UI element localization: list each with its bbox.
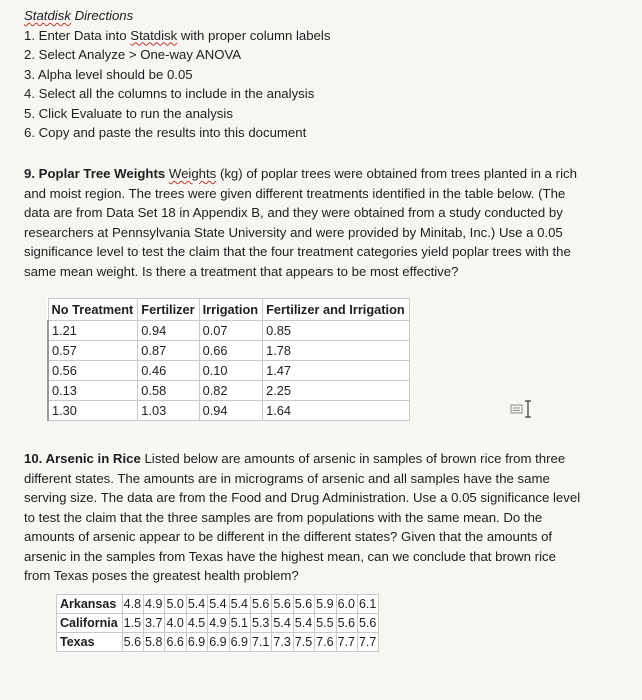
table-cell: 4.9: [208, 614, 229, 633]
table-header-row: [48, 299, 409, 321]
column-header: Fertilizer and Irrigation: [263, 299, 410, 321]
table-cell: 5.5: [315, 614, 336, 633]
table-cell: 4.8: [122, 595, 143, 614]
table-row: [48, 321, 409, 341]
table-cell: 0.94: [199, 401, 262, 421]
row-header: Arkansas: [57, 595, 123, 614]
table-cell: 7.1: [251, 633, 272, 652]
question-9: [24, 164, 629, 281]
table-cell: 1.78: [263, 341, 410, 361]
table-cell: 7.7: [336, 633, 357, 652]
table-cell: 0.56: [48, 361, 138, 381]
table-cell: 5.6: [272, 595, 293, 614]
table-cell: 5.4: [229, 595, 250, 614]
table-cell: 0.66: [199, 341, 262, 361]
table-row: [57, 614, 379, 633]
table-cell: 6.9: [229, 633, 250, 652]
table-cell: 7.3: [272, 633, 293, 652]
column-header: Fertilizer: [138, 299, 199, 321]
question-9-line: researchers at Pennsylvania State University and were provided by Minitab, Inc.) Use a 0.05: [24, 224, 563, 240]
table-cell: 5.3: [251, 614, 272, 633]
table-cell: 5.1: [229, 614, 250, 633]
table-cell: 5.6: [293, 595, 314, 614]
table-cell: 5.9: [315, 595, 336, 614]
table-cell: 1.03: [138, 401, 199, 421]
table-cell: 3.7: [144, 614, 165, 633]
table-row: [57, 633, 379, 652]
question-10-line: from Texas poses the greatest health problem?: [24, 568, 299, 583]
question-9-line: same mean weight. Is there a treatment that appears to be most effective?: [24, 263, 459, 279]
table-cell: 7.7: [357, 633, 378, 652]
table-cell: 1.5: [122, 614, 143, 633]
arsenic-table: [56, 594, 379, 652]
table-cell: 0.87: [138, 341, 199, 361]
table-cell: 0.94: [138, 321, 199, 341]
directions-title: Statdisk Directions: [24, 8, 134, 23]
question-9-line: and moist region. The trees were given different treatments identified in the table below. (The: [24, 185, 566, 201]
table-cell: 7.5: [293, 633, 314, 652]
table-cell: 2.25: [263, 381, 410, 401]
question-9-line: data are from Data Set 18 in Appendix B, and they were obtained from a study conducted by: [24, 205, 563, 220]
table-cell: 5.4: [186, 595, 207, 614]
question-9-title: 9. Poplar Tree Weights: [24, 166, 166, 181]
question-10-line: amounts of arsenic appear to be different in the different states? Given that the amounts of: [24, 529, 553, 544]
table-cell: 0.46: [138, 361, 199, 381]
question-9-line: 9. Poplar Tree Weights Weights (kg) of poplar trees were obtained from trees planted in a rich: [24, 166, 577, 181]
directions-step: 4. Select all the columns to include in the analysis: [24, 86, 315, 101]
table-row: [57, 595, 379, 614]
question-10-line: serving size. The data are from the Food and Drug Administration. Use a 0.05 significance level: [24, 490, 581, 505]
table-cell: 5.6: [357, 614, 378, 633]
question-9-spellcheck-word: Weights: [168, 166, 217, 181]
row-header: Texas: [57, 633, 123, 652]
table-cell: 5.0: [165, 595, 186, 614]
table-cell: 0.57: [48, 341, 138, 361]
table-row: [48, 341, 409, 361]
table-cell: 5.4: [272, 614, 293, 633]
column-header: Irrigation: [199, 299, 262, 321]
table-cell: 5.6: [336, 614, 357, 633]
table-cell: 0.10: [199, 361, 262, 381]
table-cell: 5.8: [144, 633, 165, 652]
question-10-title: 10. Arsenic in Rice: [24, 451, 141, 466]
table-row: [48, 401, 409, 421]
table-cell: 6.9: [186, 633, 207, 652]
directions-step: 1. Enter Data into Statdisk with proper column labels: [24, 27, 331, 43]
table-cell: 6.6: [165, 633, 186, 652]
question-10-line: arsenic in the samples from Texas have the highest mean, can we conclude that brown rice: [24, 548, 556, 564]
text-cursor-insert-icon: [510, 399, 536, 419]
table-cell: 6.0: [336, 595, 357, 614]
question-10-line: 10. Arsenic in Rice Listed below are amounts of arsenic in samples of brown rice from three: [24, 451, 566, 466]
table-cell: 5.6: [122, 633, 143, 652]
table-cell: 5.4: [208, 595, 229, 614]
table-cell: 4.5: [186, 614, 207, 633]
table-cell: 0.07: [199, 321, 262, 341]
table-cell: 0.85: [263, 321, 410, 341]
table-cell: 5.4: [293, 614, 314, 633]
question-10: [24, 449, 629, 586]
directions-step: 2. Select Analyze > One-way ANOVA: [24, 47, 242, 62]
question-10-line: different states. The amounts are in micrograms of arsenic and all samples have the same: [24, 470, 550, 486]
column-header: No Treatment: [48, 299, 138, 321]
table-row: [48, 361, 409, 381]
table-cell: 4.9: [144, 595, 165, 614]
question-9-line: significance level to test the claim that the four treatment categories yield poplar trees with the: [24, 244, 571, 259]
poplar-weights-table: [47, 298, 410, 421]
table-cell: 6.1: [357, 595, 378, 614]
question-10-line: to test the claim that the three samples are from populations with the same mean. Do the: [24, 509, 543, 525]
table-cell: 1.64: [263, 401, 410, 421]
table-cell: 6.9: [208, 633, 229, 652]
row-header: California: [57, 614, 123, 633]
table-cell: 4.0: [165, 614, 186, 633]
directions-step: 5. Click Evaluate to run the analysis: [24, 105, 233, 121]
directions-step: 3. Alpha level should be 0.05: [24, 66, 193, 82]
directions-section: [24, 6, 629, 143]
table-cell: 1.30: [48, 401, 138, 421]
table-cell: 5.6: [251, 595, 272, 614]
table-row: [48, 381, 409, 401]
table-cell: 7.6: [315, 633, 336, 652]
table-cell: 0.58: [138, 381, 199, 401]
table-cell: 0.13: [48, 381, 138, 401]
table-cell: 1.47: [263, 361, 410, 381]
table-cell: 0.82: [199, 381, 262, 401]
table-cell: 1.21: [48, 321, 138, 341]
directions-step: 6. Copy and paste the results into this document: [24, 125, 307, 140]
